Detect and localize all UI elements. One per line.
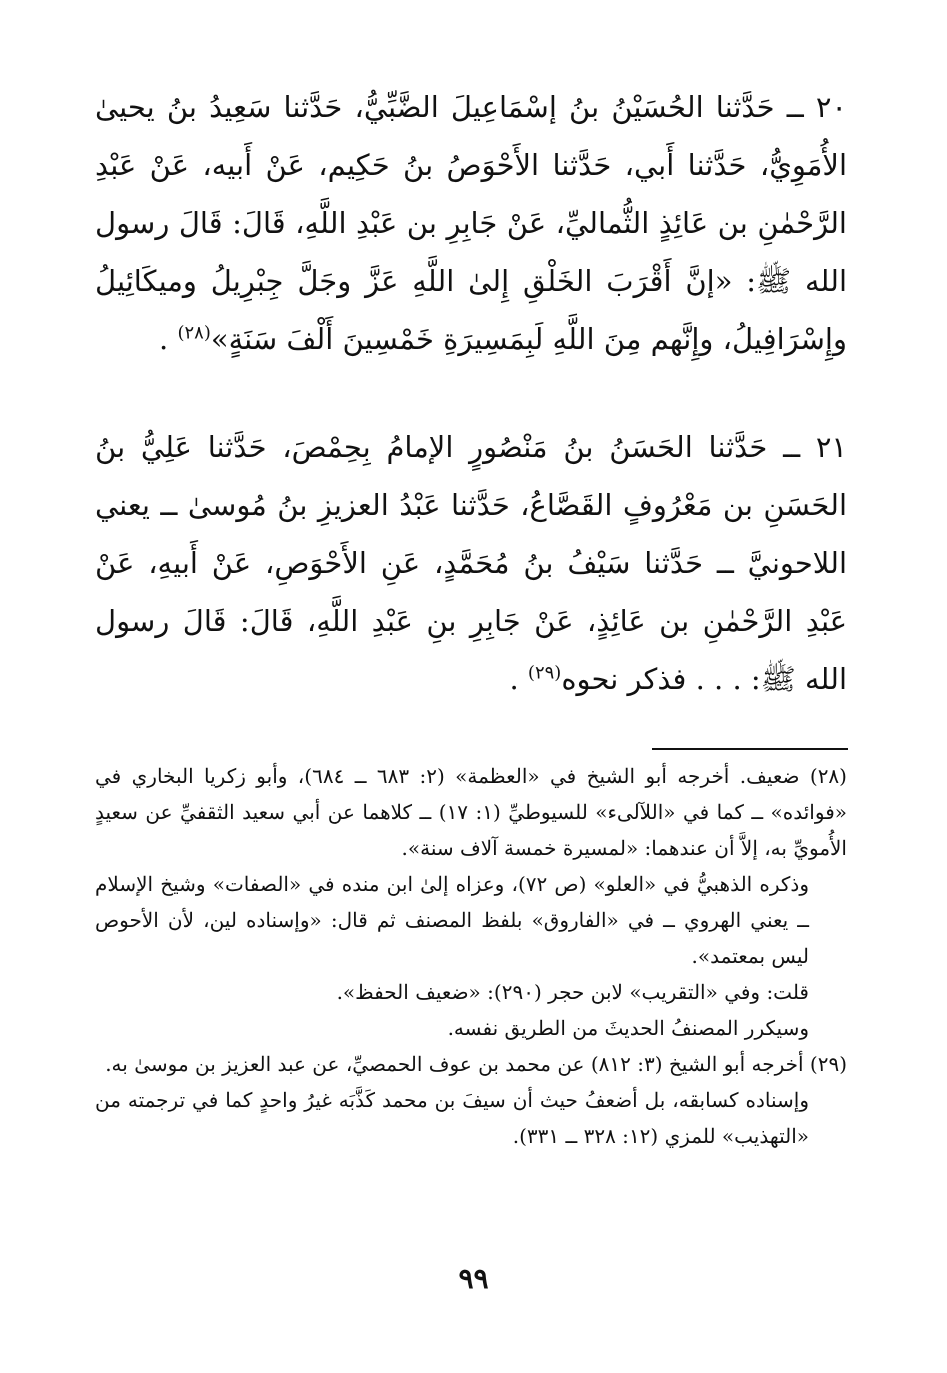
hadith-20-paragraph xyxy=(95,78,847,368)
hadith-21 xyxy=(95,418,847,708)
footnote-28-note: قلت: وفي «التقريب» لابن حجر (٢٩٠): «ضعيف الحفظ». xyxy=(336,980,809,1004)
footnote-28: (٢٨) ضعيف. أخرجه أبو الشيخ في «العظمة» (٢: ٦٨٣ ــ ٦٨٤)، وأبو زكريا البخاري في «فوائده» ــ كما في «اللآلىء» للسيوطيِّ (١: ١٧) ــ كلاهما عن أبي سعيد الثقفيِّ عن سعيدٍ الأُمويِّ به، إلاَّ أن عندهما: «لمسيرة خمسة آلاف سنة». xyxy=(95,764,847,860)
footnote-29-continuation: وإسناده كسابقه، بل أضعفُ حيث أن سيفَ بن محمد كَذَّبَه غيرُ واحدٍ كما في ترجمته من «التهذيب» للمزي (١٢: ٣٢٨ ــ ٣٣١). xyxy=(95,1088,809,1148)
hadith-21-text: ٢١ ــ حَدَّثنا الحَسَنُ بنُ مَنْصُورٍ الإمامُ بِحِمْصَ، حَدَّثنا عَلِيُّ بنُ الحَسَنِ بن مَعْرُوفٍ القَصَّاعُ، حَدَّثنا عَبْدُ العزيزِ بنُ مُوسىٰ ــ يعني اللاحونيَّ ــ حَدَّثنا سَيْفُ بنُ مُحَمَّدٍ، عَنِ الأَحْوَصِ، عَنْ أَبيهِ، عَنْ عَبْدِ الرَّحْمٰنِ بن عَائِذٍ، عَنْ جَابِرِ بنِ عَبْدِ اللَّهِ، قَالَ: قَالَ رسول الله ﷺ: . . . فذكر نحوه xyxy=(95,430,847,696)
footnote-ref-28: (٢٨) xyxy=(177,322,211,344)
footnote-divider xyxy=(652,748,848,750)
footnote-28-remark: وسيكرر المصنفُ الحديثَ من الطريق نفسه. xyxy=(447,1016,809,1040)
footnote-28-continuation: وذكره الذهبيُّ في «العلو» (ص ٧٢)، وعزاه إلىٰ ابن منده في «الصفات» وشيخ الإسلام ــ يعني الهروي ــ في «الفاروق» بلفظ المصنف ثم قال: «وإسناده لين، لأن الأحوص ليس بمعتمد». xyxy=(95,872,809,968)
footnotes xyxy=(95,758,847,1154)
footnote-ref-29: (٢٩) xyxy=(527,662,562,684)
hadith-20-text: ٢٠ ــ حَدَّثنا الحُسَيْنُ بنُ إسْمَاعِيلَ الضَّبِّيُّ، حَدَّثنا سَعِيدُ بنُ يحيىٰ الأُمَوِيُّ، حَدَّثنا أَبي، حَدَّثنا الأَحْوَصُ بنُ حَكِيم، عَنْ أَبيه، عَنْ عَبْدِ الرَّحْمٰنِ بن عَائِذٍ الثُّماليِّ، عَنْ جَابِرِ بن عَبْدِ اللَّهِ، قَالَ: قَالَ رسول الله ﷺ: «إنَّ أَقْرَبَ الخَلْقِ إِلىٰ اللَّهِ عَزَّ وجَلَّ جِبْرِيلُ وميكَائِيلُ وإِسْرَافِيلُ، وإِنَّهم مِنَ اللَّهِ لَبِمَسِيرَةِ خَمْسِينَ أَلْفَ سَنَةٍ» xyxy=(95,90,847,356)
hadith-21-end: . xyxy=(509,662,528,696)
hadith-21-paragraph xyxy=(95,418,847,708)
footnote-29: (٢٩) أخرجه أبو الشيخ (٣: ٨١٢) عن محمد بن عوف الحمصيِّ، عن عبد العزيز بن موسىٰ به. xyxy=(105,1052,847,1076)
page-number: ٩٩ xyxy=(458,1262,489,1295)
hadith-20-end: . xyxy=(159,322,178,356)
hadith-20 xyxy=(95,78,847,368)
